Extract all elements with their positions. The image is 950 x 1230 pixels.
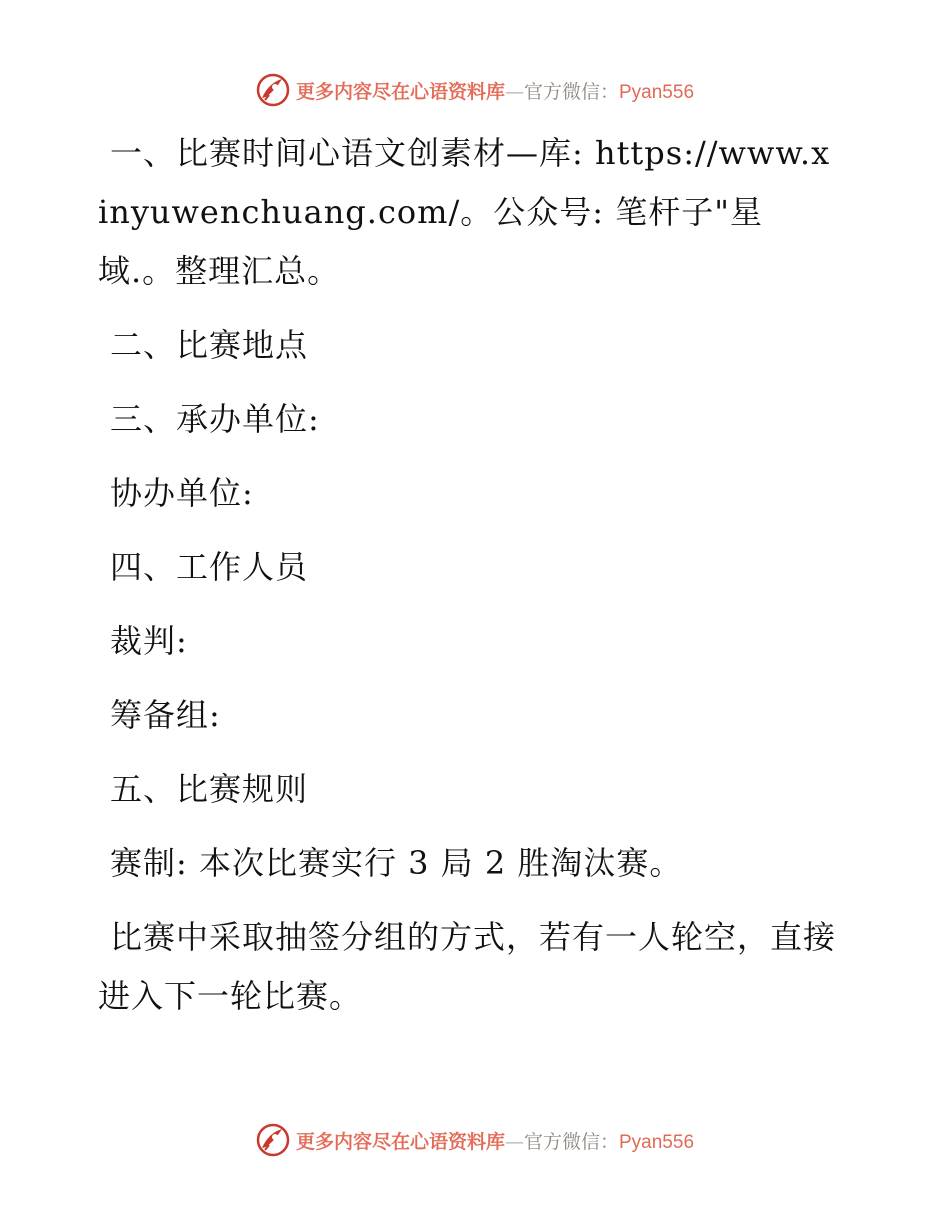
heading-rules: 五、比赛规则 [110, 770, 309, 808]
banner-main-text: 更多内容尽在心语资料库 [295, 80, 505, 103]
banner-wechat-label: 官方微信： [523, 80, 619, 103]
banner-wechat-label: 官方微信： [523, 1130, 619, 1153]
banner-wechat-id: Pyan556 [619, 81, 695, 103]
heading-location: 二、比赛地点 [110, 326, 309, 364]
co-organizer-line: 协办单位: [110, 474, 254, 512]
paragraph-time: 一、比赛时间心语文创素材—库: https://www.xinyuwenchuang.com/。公众号: 笔杆子"星域.。整理汇总。 [98, 134, 831, 290]
banner-text [296, 77, 694, 104]
heading-staff: 四、工作人员 [110, 548, 309, 586]
document-body [98, 124, 838, 1041]
banner-wechat-id: Pyan556 [619, 1131, 695, 1153]
header-banner [0, 70, 950, 110]
banner-text [296, 1127, 694, 1154]
banner-main-text: 更多内容尽在心语资料库 [295, 1130, 505, 1153]
pen-nib-logo-icon [256, 73, 290, 107]
banner-separator: — [504, 80, 524, 103]
footer-banner [0, 1120, 950, 1160]
heading-organizer: 三、承办单位: [110, 400, 320, 438]
format-rule: 赛制: 本次比赛实行 3 局 2 胜淘汰赛。 [110, 844, 683, 882]
banner-separator: — [504, 1130, 524, 1153]
preparation-group-line: 筹备组: [110, 696, 221, 734]
draw-rule: 比赛中采取抽签分组的方式，若有一人轮空，直接进入下一轮比赛。 [98, 918, 837, 1015]
pen-nib-logo-icon [256, 1123, 290, 1157]
referee-line: 裁判: [110, 622, 188, 660]
